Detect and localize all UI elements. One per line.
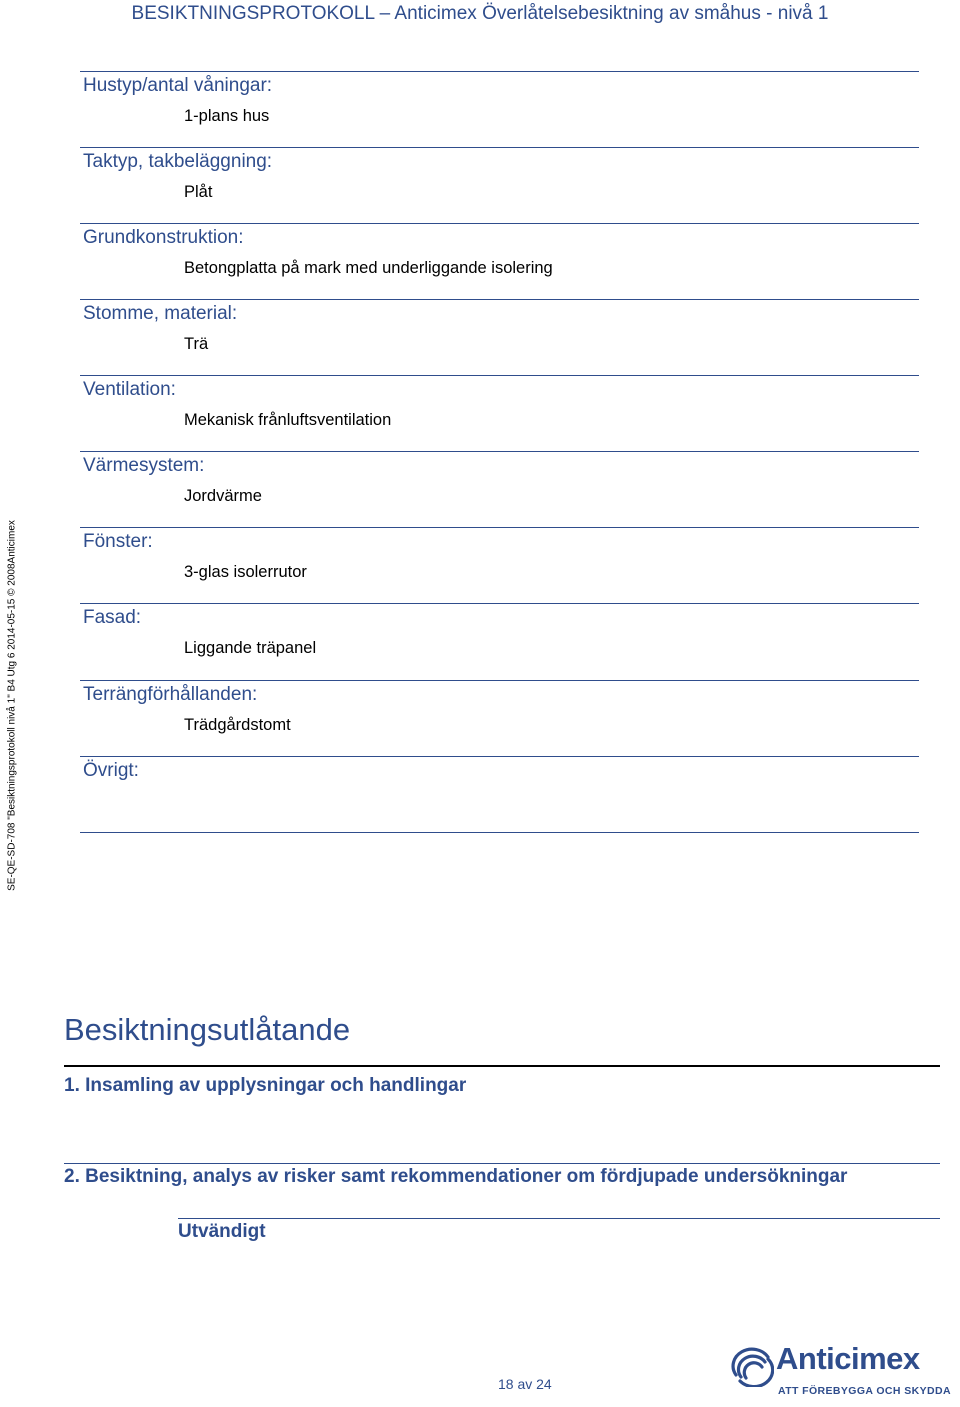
field-label: Ventilation: xyxy=(83,379,176,400)
field-row xyxy=(80,299,919,376)
page-number: 18 av 24 xyxy=(498,1376,552,1392)
field-value: Betongplatta på mark med underliggande isolering xyxy=(184,259,553,277)
field-label: Övrigt: xyxy=(83,760,139,781)
page-header: BESIKTNINGSPROTOKOLL – Anticimex Överlåtelsebesiktning av småhus - nivå 1 xyxy=(131,3,829,24)
field-row xyxy=(80,756,919,833)
document-reference: SE-QE-SD-708 "Besiktningsprotokoll nivå 1" B4 Utg 6 2014-05-15 © 2008Anticimex xyxy=(6,520,18,891)
field-row xyxy=(80,527,919,604)
field-label: Värmesystem: xyxy=(83,455,205,476)
field-row xyxy=(80,451,919,528)
field-value: Liggande träpanel xyxy=(184,639,317,657)
field-label: Taktyp, takbeläggning: xyxy=(83,151,273,172)
field-label: Grundkonstruktion: xyxy=(83,227,244,248)
field-row xyxy=(80,375,919,452)
field-row xyxy=(80,147,919,224)
field-value: 3-glas isolerrutor xyxy=(184,563,307,581)
divider xyxy=(64,1163,940,1164)
anticimex-logo-icon xyxy=(730,1347,774,1387)
field-value: 1-plans hus xyxy=(184,107,270,125)
field-value: Trä xyxy=(184,335,209,353)
field-label: Terrängförhållanden: xyxy=(83,684,258,705)
field-value: Trädgårdstomt xyxy=(184,716,291,734)
field-value: Plåt xyxy=(184,183,213,201)
table-bottom-rule xyxy=(80,832,919,833)
anticimex-logo xyxy=(730,1341,954,1403)
field-row xyxy=(80,223,919,300)
logo-wordmark: Anticimex xyxy=(776,1341,920,1376)
field-label: Hustyp/antal våningar: xyxy=(83,75,273,96)
section-title-rule xyxy=(64,1065,940,1067)
section-title: Besiktningsutlåtande xyxy=(64,1012,351,1047)
divider xyxy=(178,1218,940,1219)
field-value: Jordvärme xyxy=(184,487,262,505)
field-row xyxy=(80,603,919,680)
field-label: Fasad: xyxy=(83,607,142,628)
section-item-1: 1. Insamling av upplysningar och handlingar xyxy=(64,1075,467,1096)
section-item-2: 2. Besiktning, analys av risker samt rekommendationer om fördjupade undersökningar xyxy=(64,1166,848,1187)
field-row xyxy=(80,71,919,148)
field-value: Mekanisk frånluftsventilation xyxy=(184,411,392,429)
field-label: Fönster: xyxy=(83,531,153,552)
subheading: Utvändigt xyxy=(178,1221,266,1242)
field-row xyxy=(80,680,919,757)
field-label: Stomme, material: xyxy=(83,303,238,324)
logo-tagline: ATT FÖREBYGGA OCH SKYDDA xyxy=(778,1385,951,1397)
